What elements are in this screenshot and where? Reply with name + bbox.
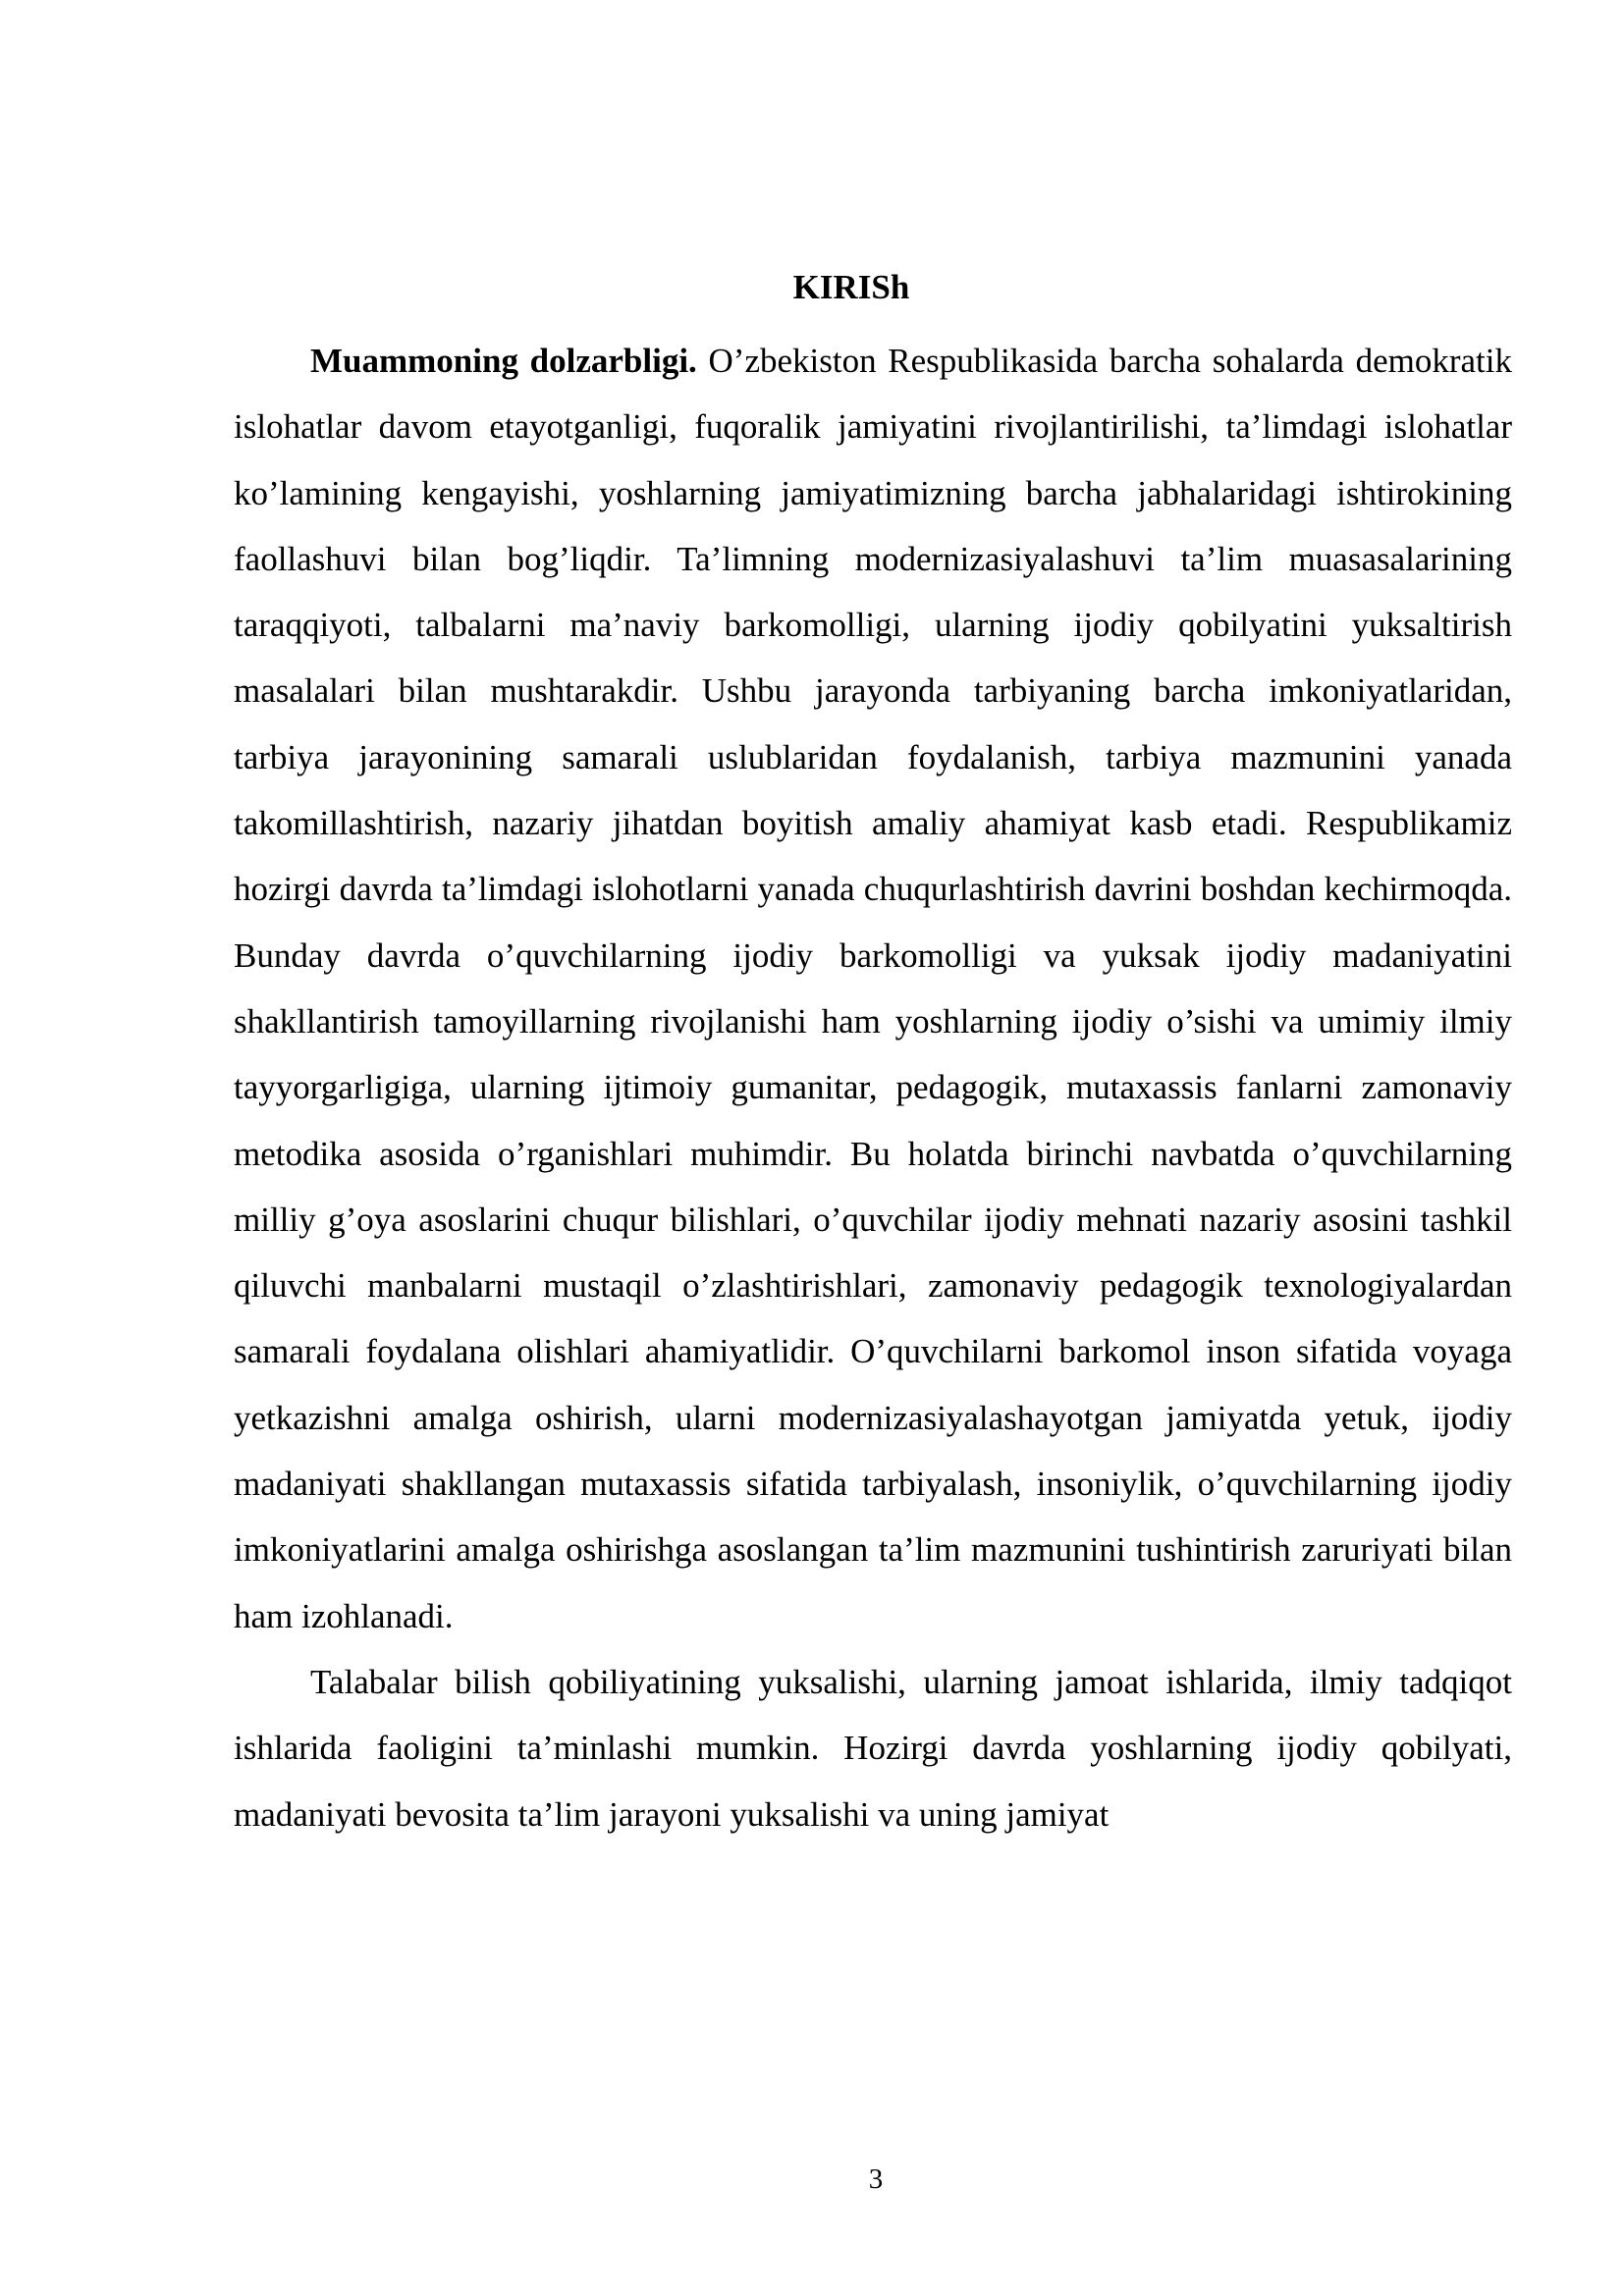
paragraph-2-text: Talabalar bilish qobiliyatining yuksalishi, ularning jamoat ishlarida, ilmiy tadqiqot ishlarida faoligini ta’minlashi mumkin. Hozirgi davrda yoshlarning ijodiy qobilyati, madaniyati bevosita ta’lim jarayoni yuksalishi va uning jamiyat bbox=[234, 1662, 1512, 1834]
paragraph-1 bbox=[234, 328, 1512, 1649]
paragraph-2 bbox=[234, 1649, 1512, 1847]
body-text bbox=[234, 328, 1512, 1847]
page-title: KIRISh bbox=[792, 268, 910, 306]
page-number: 3 bbox=[868, 2163, 884, 2195]
paragraph-lead: Muammoning dolzarbligi. bbox=[310, 342, 697, 380]
paragraph-1-text: O’zbekiston Respublikasida barcha sohalarda demokratik islohatlar davom etayotganligi, fuqoralik jamiyatini rivojlantirilishi, ta’limdagi islohatlar ko’lamining kengayishi, yoshlarning jamiyatimizning barcha jabhalaridagi ishtirokining faollashuvi bilan bog’liqdir. Ta’limning modernizasiyalashuvi ta’lim muasasalarining taraqqiyoti, talbalarni ma’naviy barkomolligi, ularning ijodiy qobilyatini yuksaltirish masalalari bilan mushtarakdir. Ushbu jarayonda tarbiyaning barcha imkoniyatlaridan, tarbiya jarayonining samarali uslublaridan foydalanish, tarbiya mazmunini yanada takomillashtirish, nazariy jihatdan boyitish amaliy ahamiyat kasb etadi. Respublikamiz hozirgi davrda ta’limdagi islohotlarni yanada chuqurlashtirish davrini boshdan kechirmoqda. Bunday davrda o’quvchilarning ijodiy barkomolligi va yuksak ijodiy madaniyatini shakllantirish tamoyillarning rivojlanishi ham yoshlarning ijodiy o’sishi va umimiy ilmiy tayyorgarligiga, ularning ijtimoiy gumanitar, pedagogik, mutaxassis fanlarni zamonaviy metodika asosida o’rganishlari muhimdir. Bu holatda birinchi navbatda o’quvchilarning milliy g’oya asoslarini chuqur bilishlari, o’quvchilar ijodiy mehnati nazariy asosini tashkil qiluvchi manbalarni mustaqil o’zlashtirishlari, zamonaviy pedagogik texnologiyalardan samarali foydalana olishlari ahamiyatlidir. O’quvchilarni barkomol inson sifatida voyaga yetkazishni amalga oshirish, ularni modernizasiyalashayotgan jamiyatda yetuk, ijodiy madaniyati shakllangan mutaxassis sifatida tarbiyalash, insoniylik, o’quvchilarning ijodiy imkoniyatlarini amalga oshirishga asoslangan ta’lim mazmunini tushintirish zaruriyati bilan ham izohlanadi. bbox=[234, 342, 1512, 1635]
